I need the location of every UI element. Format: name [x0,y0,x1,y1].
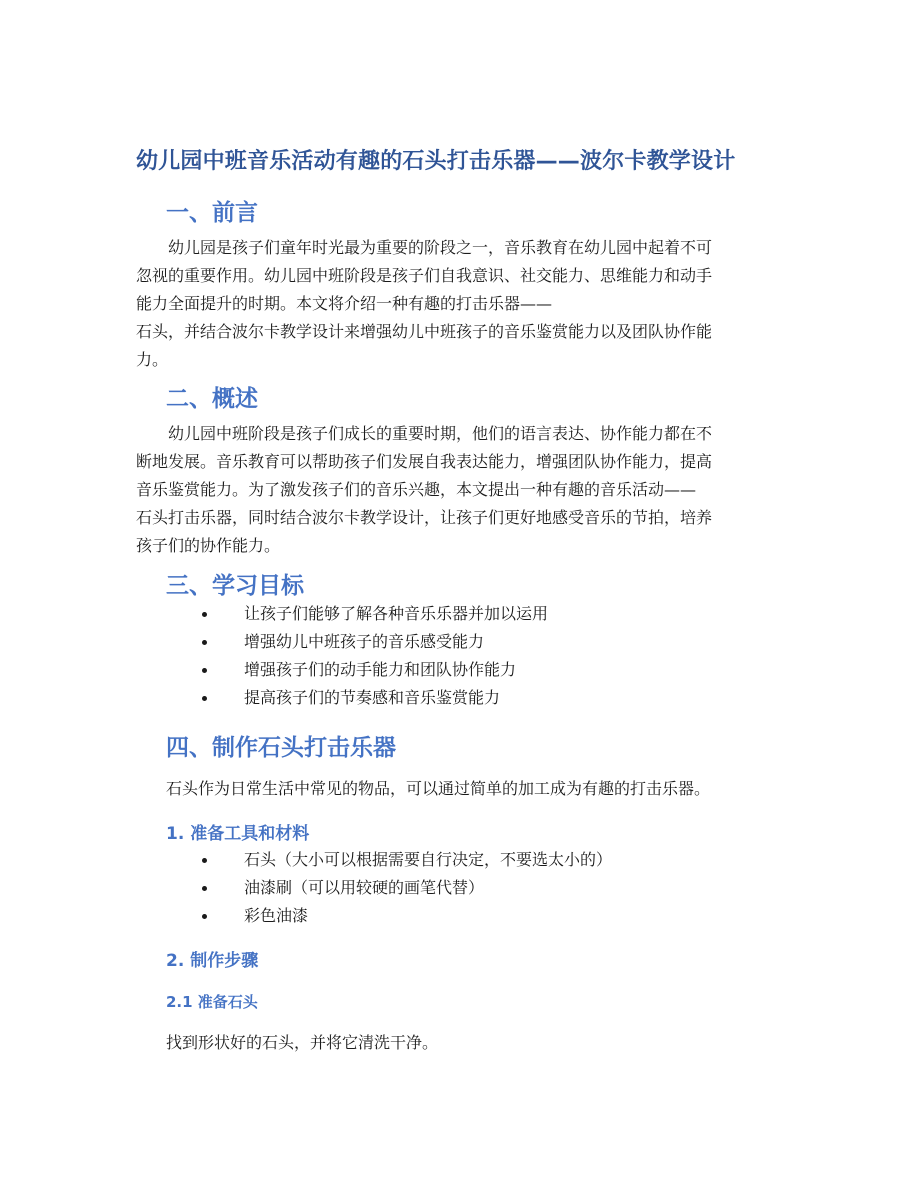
section-heading-preface: 一、前言 [166,200,258,226]
paragraph-line: 孩子们的协作能力。 [136,536,281,555]
learning-goals-list [200,600,548,712]
paragraph-line: 音乐鉴赏能力。为了激发孩子们的音乐兴趣，本文提出一种有趣的音乐活动—— [136,480,697,499]
list-item [200,656,548,684]
bullet-icon [202,858,207,863]
paragraph-line: 力。 [136,350,169,369]
document-title: 幼儿园中班音乐活动有趣的石头打击乐器——波尔卡教学设计 [136,149,736,174]
bullet-icon [202,914,207,919]
list-item-text: 增强孩子们的动手能力和团队协作能力 [244,660,517,679]
tools-materials-list [200,846,612,930]
prepare-stone-text: 找到形状好的石头，并将它清洗干净。 [166,1033,439,1052]
paragraph-line: 石头打击乐器，同时结合波尔卡教学设计，让孩子们更好地感受音乐的节拍，培养 [136,508,713,527]
list-item-text: 彩色油漆 [244,906,309,925]
list-item-text: 增强幼儿中班孩子的音乐感受能力 [244,632,485,651]
paragraph-line: 能力全面提升的时期。本文将介绍一种有趣的打击乐器—— [136,294,553,313]
subheading-tools-materials: 1. 准备工具和材料 [166,824,310,844]
section-heading-overview: 二、概述 [166,386,258,412]
preface-paragraph [136,234,786,374]
subheading-steps: 2. 制作步骤 [166,951,259,971]
list-item-text: 油漆刷（可以用较硬的画笔代替） [244,878,485,897]
bullet-icon [202,640,207,645]
list-item [200,628,548,656]
section-heading-make-instrument: 四、制作石头打击乐器 [166,735,396,761]
paragraph-line: 断地发展。音乐教育可以帮助孩子们发展自我表达能力，增强团队协作能力，提高 [136,452,713,471]
list-item [200,902,612,930]
list-item [200,684,548,712]
list-item-text: 让孩子们能够了解各种音乐乐器并加以运用 [244,604,549,623]
list-item-text: 提高孩子们的节奏感和音乐鉴赏能力 [244,688,501,707]
paragraph-line: 幼儿园中班阶段是孩子们成长的重要时期，他们的语言表达、协作能力都在不 [168,424,713,443]
list-item [200,600,548,628]
paragraph-line: 石头，并结合波尔卡教学设计来增强幼儿中班孩子的音乐鉴赏能力以及团队协作能 [136,322,713,341]
subheading-prepare-stone: 2.1 准备石头 [166,993,258,1011]
overview-paragraph [136,420,786,560]
list-item [200,874,612,902]
list-item-text: 石头（大小可以根据需要自行决定，不要选太小的） [244,850,613,869]
section-heading-learning-goals: 三、学习目标 [166,573,304,599]
bullet-icon [202,612,207,617]
make-instrument-intro: 石头作为日常生活中常见的物品，可以通过简单的加工成为有趣的打击乐器。 [166,779,711,798]
list-item [200,846,612,874]
paragraph-line: 忽视的重要作用。幼儿园中班阶段是孩子们自我意识、社交能力、思维能力和动手 [136,266,713,285]
paragraph-line: 幼儿园是孩子们童年时光最为重要的阶段之一，音乐教育在幼儿园中起着不可 [168,238,713,257]
bullet-icon [202,668,207,673]
bullet-icon [202,696,207,701]
bullet-icon [202,886,207,891]
